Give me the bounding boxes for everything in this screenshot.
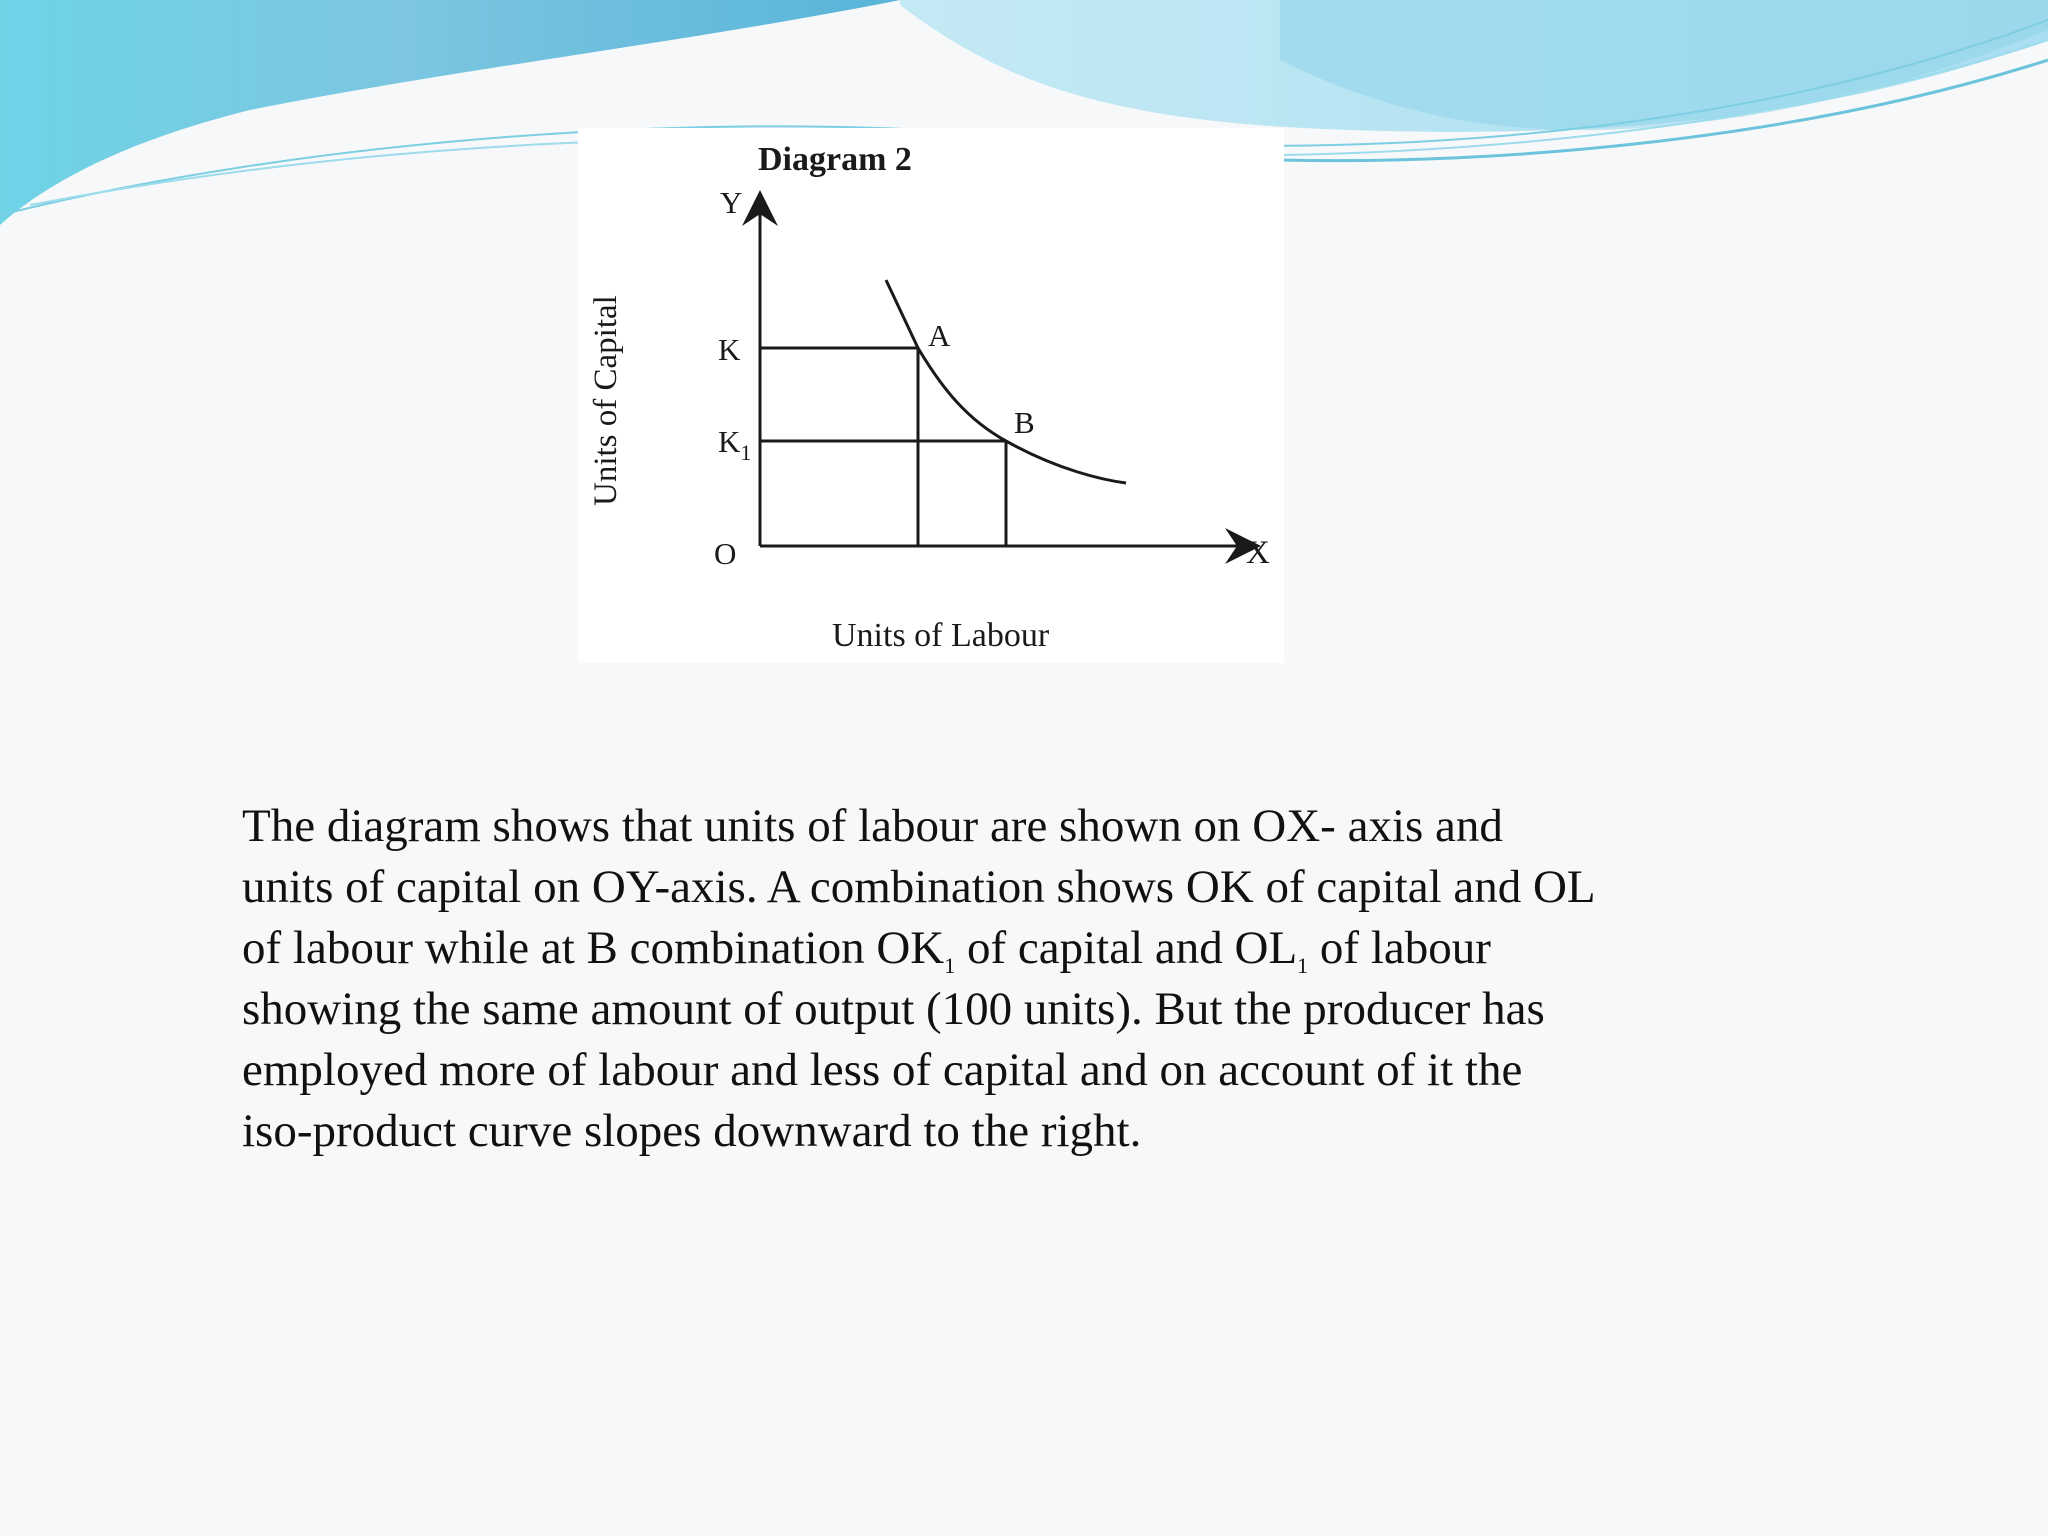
paragraph-line-1: The diagram shows that units of labour are shown on OX- axis and (242, 800, 1503, 852)
point-b-label: B (1014, 405, 1035, 440)
y-axis-arrow-label: Y (720, 185, 743, 220)
origin-label: O (714, 536, 737, 571)
x-axis-arrow-label: X (1246, 535, 1270, 571)
paragraph-line-3: of labour while at B combination $OK_1$ of capital and $OL_1$ of labour (242, 922, 1491, 978)
iso-product-diagram (578, 128, 1284, 663)
point-a-label: A (928, 318, 951, 353)
paragraph-line-5: employed more of labour and less of capital and on account of it the (242, 1044, 1523, 1096)
diagram-svg (578, 128, 1284, 663)
capital-level-k1-label: $K_1$ (718, 424, 752, 465)
capital-level-k-label: K (718, 332, 741, 367)
explanation-paragraph (242, 796, 1842, 1162)
paragraph-line-2: units of capital on OY-axis. A combination shows OK of capital and OL (242, 861, 1596, 913)
y-axis-title: Units of Capital (588, 295, 624, 506)
x-axis-title: Units of Labour (832, 617, 1050, 654)
paragraph-line-4: showing the same amount of output (100 units). But the producer has (242, 983, 1545, 1035)
diagram-title: Diagram 2 (758, 141, 912, 178)
paragraph-line-6: iso-product curve slopes downward to the right. (242, 1105, 1142, 1157)
